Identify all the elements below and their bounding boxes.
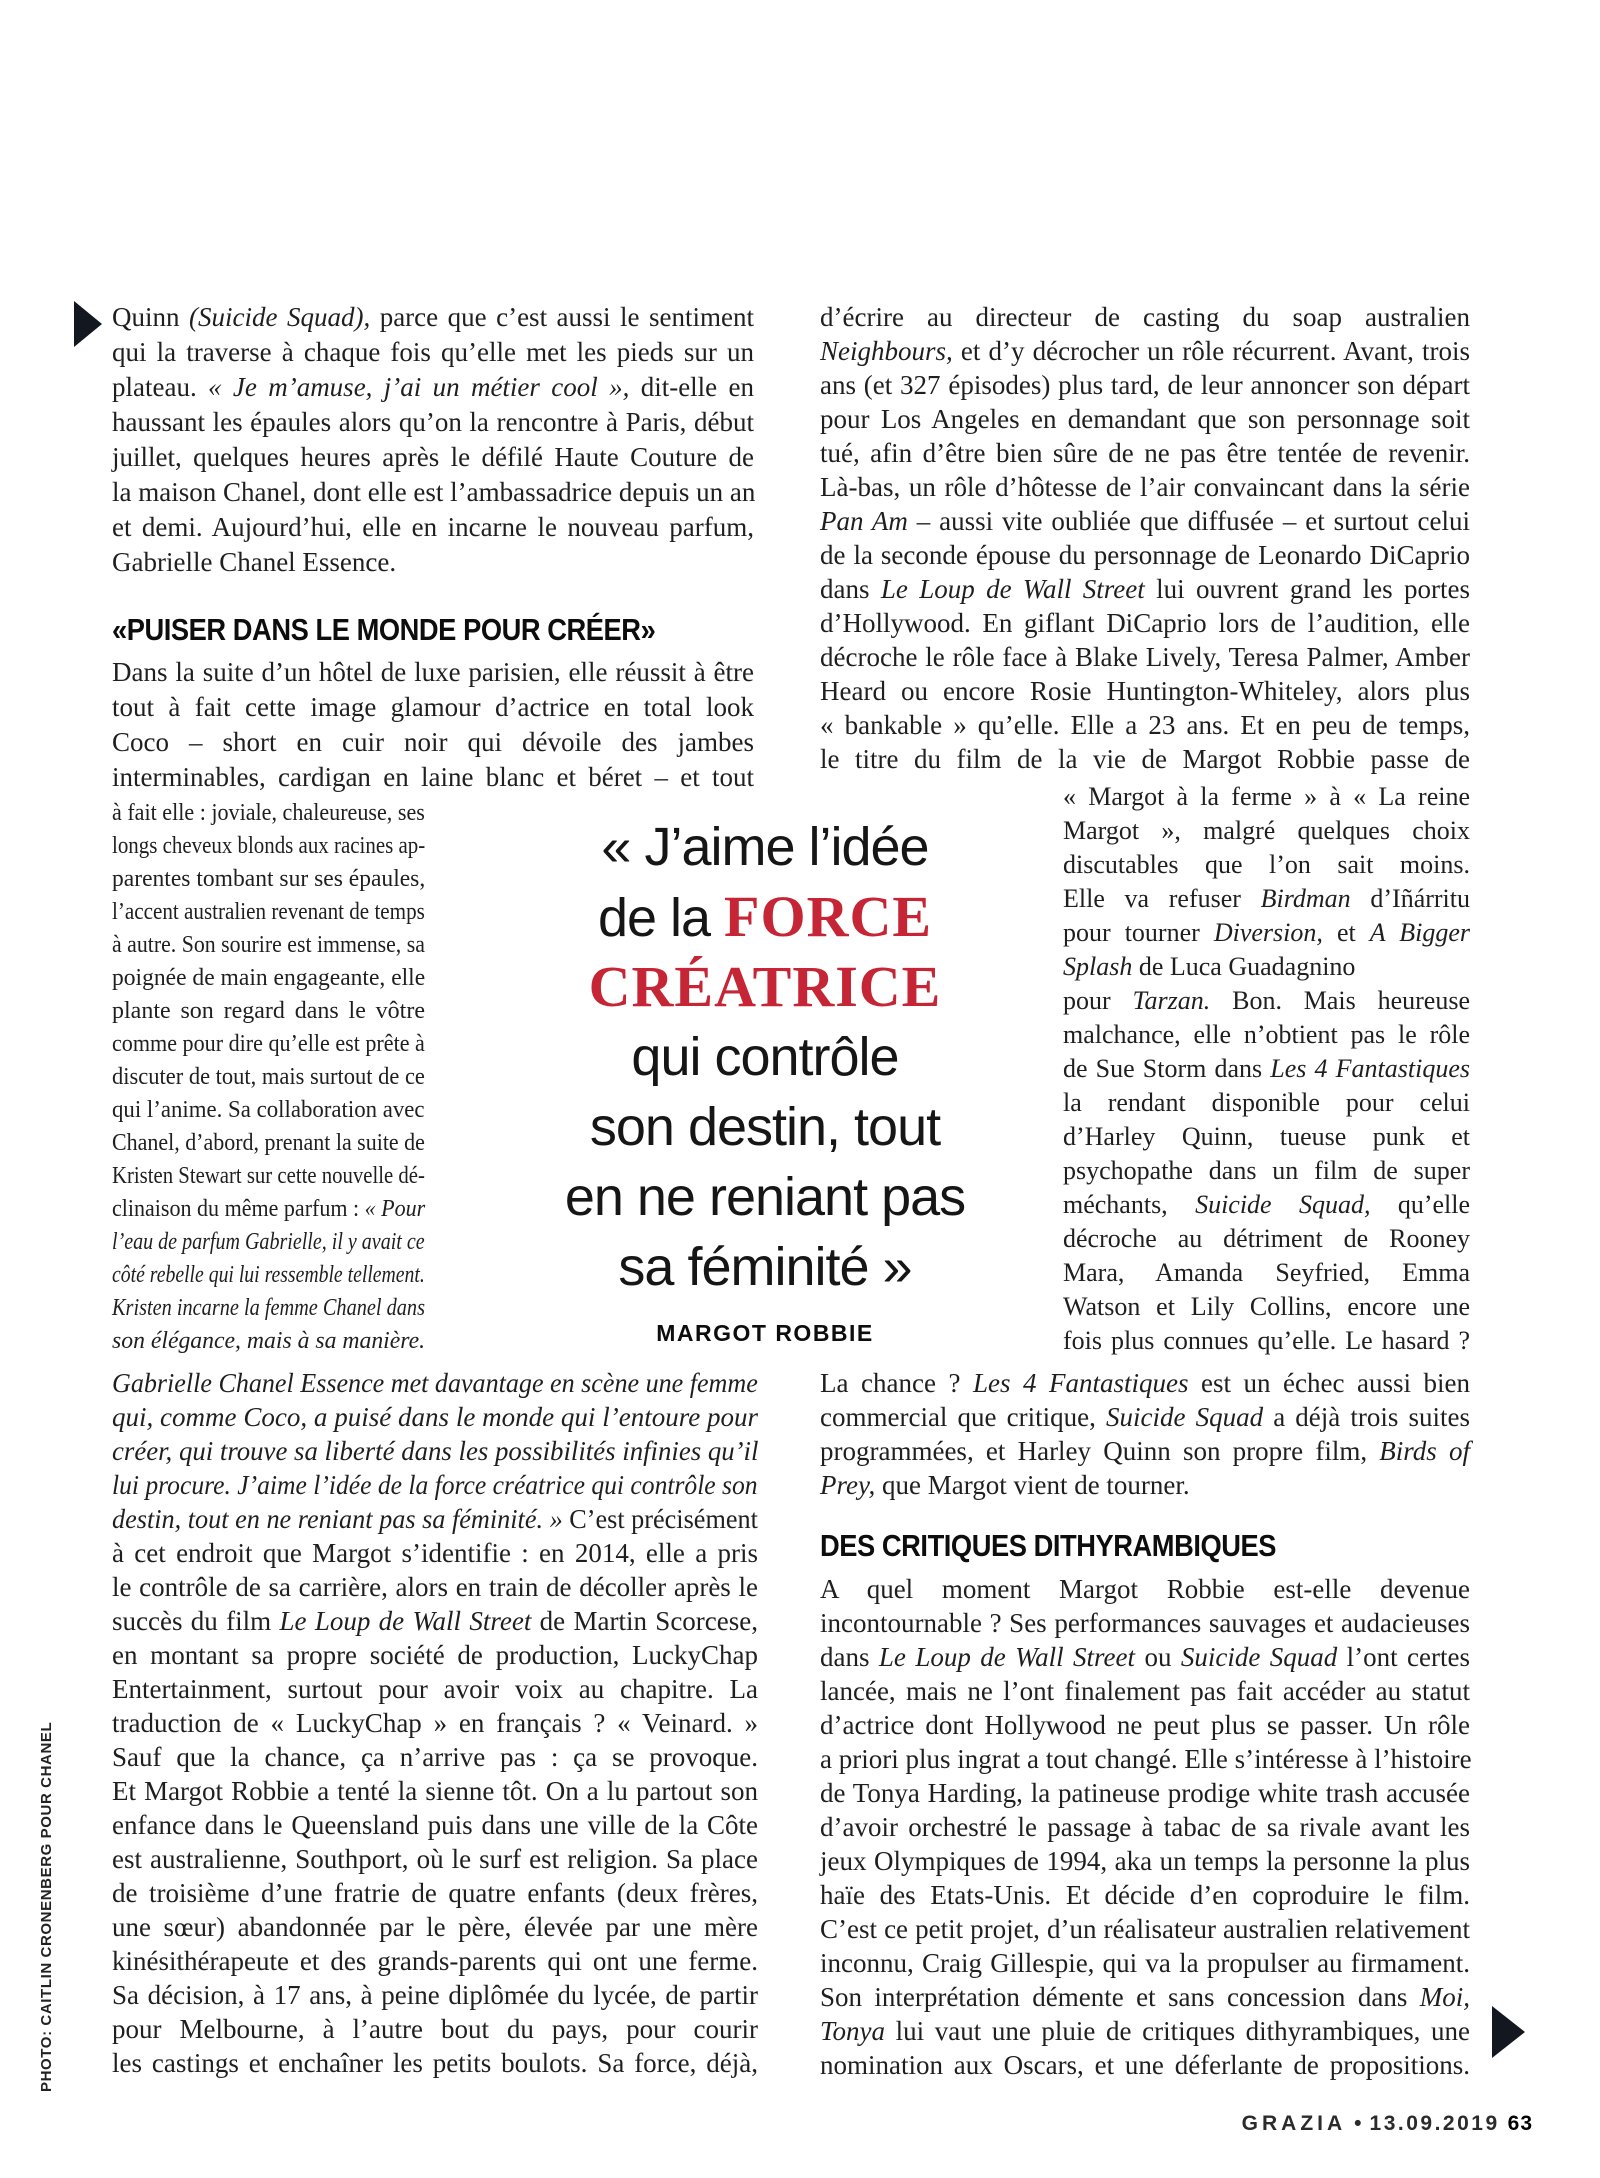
- article-end-icon: [1492, 2006, 1525, 2058]
- text-line: haïe des Etats-Unis. Et décide d’en coproduire le film.: [820, 1880, 1470, 1910]
- text-line: programmées, et Harley Quinn son propre film, Birds of: [820, 1436, 1470, 1466]
- text-line: A quel moment Margot Robbie est-elle devenue: [820, 1574, 1470, 1604]
- text-line: Là-bas, un rôle d’hôtesse de l’air convaincant dans la série: [820, 472, 1470, 502]
- pull-quote-red-word: CRÉATRICE: [588, 954, 942, 1019]
- text-line: est australienne, Southport, où le surf est religion. Sa place: [112, 1844, 758, 1874]
- text-line: nomination aux Oscars, et une déferlante de propositions.: [820, 2050, 1470, 2080]
- text-line: Quinn (Suicide Squad), parce que c’est aussi le sentiment: [112, 302, 755, 332]
- text-line: de Sue Storm dans Les 4 Fantastiques: [1063, 1054, 1471, 1083]
- text-line: la rendant disponible pour celui: [1063, 1088, 1470, 1117]
- text-line: tué, afin d’être bien sûre de ne pas être tentée de revenir.: [820, 438, 1470, 468]
- pull-quote-line: sa féminité »: [618, 1237, 912, 1297]
- text-line: méchants, Suicide Squad, qu’elle: [1063, 1190, 1471, 1219]
- body-paragraph: [820, 1366, 1470, 1502]
- text-line: psychopathe dans un film de super: [1063, 1156, 1470, 1185]
- quote-attribution: MARGOT ROBBIE: [656, 1320, 874, 1346]
- text-line: Mara, Amanda Seyfried, Emma: [1063, 1258, 1470, 1287]
- text-line: Coco – short en cuir noir qui dévoile des jambes: [112, 727, 754, 757]
- text-line: l’eau de parfum Gabrielle, il y avait ce: [112, 1229, 425, 1255]
- text-line: côté rebelle qui lui ressemble tellement.: [112, 1262, 425, 1288]
- body-paragraph: [112, 1366, 758, 2080]
- text-line: son élégance, mais à sa manière.: [112, 1328, 426, 1354]
- text-line: d’Hollywood. En giflant DiCaprio lors de l’audition, elle: [820, 608, 1470, 638]
- text-line: clinaison du même parfum : « Pour: [112, 1196, 426, 1222]
- text-line: « Margot à la ferme » à « La reine: [1063, 782, 1470, 811]
- text-line: pour Los Angeles en demandant que son personnage soit: [820, 404, 1470, 434]
- text-line: Et Margot Robbie a tenté la sienne tôt. On a lu partout son: [112, 1776, 758, 1806]
- page-footer: [1242, 2112, 1533, 2136]
- section-title: DES CRITIQUES DITHYRAMBIQUES: [820, 1528, 1277, 1563]
- text-line: à fait elle : joviale, chaleureuse, ses: [112, 800, 425, 826]
- text-line: haussant les épaules alors qu’on la rencontre à Paris, début: [112, 407, 754, 437]
- text-line: et demi. Aujourd’hui, elle en incarne le nouveau parfum,: [112, 512, 754, 542]
- text-line: Kristen Stewart sur cette nouvelle dé-: [112, 1163, 425, 1189]
- text-line: La chance ? Les 4 Fantastiques est un échec aussi bien: [820, 1368, 1470, 1398]
- text-line: Kristen incarne la femme Chanel dans: [112, 1295, 425, 1321]
- text-line: à autre. Son sourire est immense, sa: [112, 932, 425, 958]
- text-line: « bankable » qu’elle. Elle a 23 ans. Et en peu de temps,: [820, 710, 1470, 740]
- text-line: Prey, que Margot vient de tourner.: [820, 1470, 1190, 1500]
- body-paragraph: [112, 797, 425, 1358]
- text-line: jeux Olympiques de 1994, aka un temps la personne la plus: [820, 1846, 1470, 1876]
- body-paragraph: [820, 300, 1470, 776]
- text-line: de troisième d’une fratrie de quatre enfants (deux frères,: [112, 1878, 758, 1908]
- footer-bullet: •: [1354, 2112, 1362, 2135]
- text-line: pour Melbourne, à l’autre bout du pays, pour courir: [112, 2014, 758, 2044]
- text-line: qui, comme Coco, a puisé dans le monde qui l’entoure pour: [112, 1402, 758, 1432]
- text-line: le contrôle de sa carrière, alors en train de décoller après le: [112, 1572, 758, 1602]
- photo-credit: PHOTO: CAITLIN CRONENBERG POUR CHANEL: [38, 1721, 55, 2092]
- text-line: Gabrielle Chanel Essence.: [112, 547, 397, 577]
- text-line: enfance dans le Queensland puis dans une ville de la Côte: [112, 1810, 758, 1840]
- text-line: d’actrice dont Hollywood ne peut plus se passer. Un rôle: [820, 1710, 1470, 1740]
- text-line: commercial que critique, Suicide Squad a déjà trois suites: [820, 1402, 1470, 1432]
- text-line: en montant sa propre société de production, LuckyChap: [112, 1640, 758, 1670]
- text-line: Heard ou encore Rosie Huntington-Whiteley, alors plus: [820, 676, 1470, 706]
- text-line: Sa décision, à 17 ans, à peine diplômée du lycée, de partir: [112, 1980, 758, 2010]
- text-line: à cet endroit que Margot s’identifie : en 2014, elle a pris: [112, 1538, 758, 1568]
- text-line: dans Le Loup de Wall Street lui ouvrent grand les portes: [820, 574, 1470, 604]
- text-line: poignée de main engageante, elle: [112, 965, 426, 991]
- text-line: Entertainment, surtout pour avoir voix au chapitre. La: [112, 1674, 758, 1704]
- text-line: pour tourner Diversion, et A Bigger: [1063, 918, 1470, 947]
- body-paragraph: [1063, 780, 1470, 1358]
- text-line: Chanel, d’abord, prenant la suite de: [112, 1130, 425, 1156]
- text-line: la maison Chanel, dont elle est l’ambassadrice depuis un an: [112, 477, 756, 507]
- text-line: juillet, quelques heures après le défilé Haute Couture de: [112, 442, 754, 472]
- article-continuation-icon: [74, 301, 102, 347]
- pull-quote-line: son destin, tout: [589, 1097, 941, 1157]
- text-line: qui la traverse à chaque fois qu’elle met les pieds sur un: [112, 337, 754, 367]
- text-line: lancée, mais ne l’ont finalement pas fait accéder au statut: [820, 1676, 1470, 1706]
- text-line: parentes tombant sur ses épaules,: [112, 866, 426, 892]
- text-line: kinésithérapeute et des grands-parents qui ont une ferme.: [112, 1946, 758, 1976]
- text-line: incontournable ? Ses performances sauvages et audacieuses: [820, 1608, 1470, 1638]
- text-line: fois plus connues qu’elle. Le hasard ?: [1063, 1326, 1470, 1355]
- pull-quote-line: en ne reniant pas: [564, 1167, 966, 1227]
- text-line: Watson et Lily Collins, encore une: [1063, 1292, 1470, 1321]
- text-line: plante son regard dans le vôtre: [112, 998, 425, 1024]
- text-line: malchance, elle n’obtient pas le rôle: [1063, 1020, 1470, 1049]
- section-title: «PUISER DANS LE MONDE POUR CRÉER»: [112, 612, 656, 647]
- text-line: une sœur) abandonnée par le père, élevée par une mère: [112, 1912, 758, 1942]
- text-line: Dans la suite d’un hôtel de luxe parisien, elle réussit à être: [112, 657, 754, 687]
- text-line: longs cheveux blonds aux racines ap-: [112, 833, 426, 859]
- text-line: ans (et 327 épisodes) plus tard, de leur annoncer son départ: [820, 370, 1470, 400]
- page-number: 63: [1507, 2112, 1533, 2135]
- text-line: traduction de « LuckyChap » en français ? « Veinard. »: [112, 1708, 758, 1738]
- text-line: succès du film Le Loup de Wall Street de Martin Scorcese,: [112, 1606, 759, 1636]
- text-line: Gabrielle Chanel Essence met davantage en scène une femme: [112, 1368, 758, 1398]
- issue-date: 13.09.2019: [1369, 2112, 1500, 2135]
- text-line: le titre du film de la vie de Margot Robbie passe de: [820, 744, 1470, 774]
- text-line: Margot », malgré quelques choix: [1063, 816, 1470, 845]
- text-line: inconnu, Craig Gillespie, qui va la propulser au firmament.: [820, 1948, 1470, 1978]
- text-line: a priori plus ingrat a tout changé. Elle s’intéresse à l’histoire: [820, 1744, 1472, 1774]
- magazine-name: GRAZIA: [1241, 2112, 1347, 2135]
- text-line: plateau. « Je m’amuse, j’ai un métier cool », dit-elle en: [112, 372, 754, 402]
- text-line: comme pour dire qu’elle est prête à: [112, 1031, 425, 1057]
- pull-quote-line: qui contrôle: [631, 1027, 899, 1087]
- text-line: décroche le rôle face à Blake Lively, Teresa Palmer, Amber: [820, 642, 1470, 672]
- text-line: qui l’anime. Sa collaboration avec: [112, 1097, 425, 1123]
- text-line: Splash de Luca Guadagnino: [1063, 952, 1356, 981]
- text-line: Tonya lui vaut une pluie de critiques dithyrambiques, une: [820, 2016, 1470, 2046]
- text-line: destin, tout en ne reniant pas sa féminité. » C’est précisément: [112, 1504, 758, 1534]
- text-line: décroche au détriment de Rooney: [1063, 1224, 1470, 1253]
- text-line: dans Le Loup de Wall Street ou Suicide Squad l’ont certes: [820, 1642, 1470, 1672]
- text-line: d’écrire au directeur de casting du soap australien: [820, 302, 1470, 332]
- text-line: l’accent australien revenant de temps: [112, 899, 425, 925]
- text-line: interminables, cardigan en laine blanc et béret – et tout: [112, 762, 754, 792]
- text-line: Neighbours, et d’y décrocher un rôle récurrent. Avant, trois: [820, 336, 1470, 366]
- pull-quote: [420, 812, 1110, 1347]
- text-line: de la seconde épouse du personnage de Leonardo DiCaprio: [820, 540, 1470, 570]
- text-line: discuter de tout, mais surtout de ce: [112, 1064, 425, 1090]
- body-paragraph: [112, 655, 754, 795]
- text-line: tout à fait cette image glamour d’actrice en total look: [112, 692, 754, 722]
- text-line: C’est ce petit projet, d’un réalisateur australien relativement: [820, 1914, 1470, 1944]
- text-line: Elle va refuser Birdman d’Iñárritu: [1063, 884, 1470, 913]
- pull-quote-red-word: FORCE: [724, 884, 933, 949]
- text-line: les castings et enchaîner les petits boulots. Sa force, déjà,: [112, 2048, 758, 2078]
- text-line: lui procure. J’aime l’idée de la force créatrice qui contrôle son: [112, 1470, 758, 1500]
- text-line: Pan Am – aussi vite oubliée que diffusée – et surtout celui: [820, 506, 1470, 536]
- text-line: d’avoir orchestré le passage à tabac de sa rivale avant les: [820, 1812, 1470, 1842]
- text-line: de Tonya Harding, la patineuse prodige white trash accusée: [820, 1778, 1470, 1808]
- text-line: Sauf que la chance, ça n’arrive pas : ça se provoque.: [112, 1742, 758, 1772]
- text-line: créer, qui trouve sa liberté dans les possibilités infinies qu’il: [112, 1436, 759, 1466]
- body-paragraph: [112, 300, 754, 580]
- pull-quote-line: « J’aime l’idée: [601, 817, 929, 877]
- pull-quote-line: de la FORCE: [597, 884, 933, 949]
- body-paragraph: [820, 1572, 1470, 2082]
- text-line: pour Tarzan. Bon. Mais heureuse: [1063, 986, 1470, 1015]
- text-line: Son interprétation démente et sans concession dans Moi,: [820, 1982, 1470, 2012]
- text-line: discutables que l’on sait moins.: [1063, 850, 1470, 879]
- text-line: d’Harley Quinn, tueuse punk et: [1063, 1122, 1470, 1151]
